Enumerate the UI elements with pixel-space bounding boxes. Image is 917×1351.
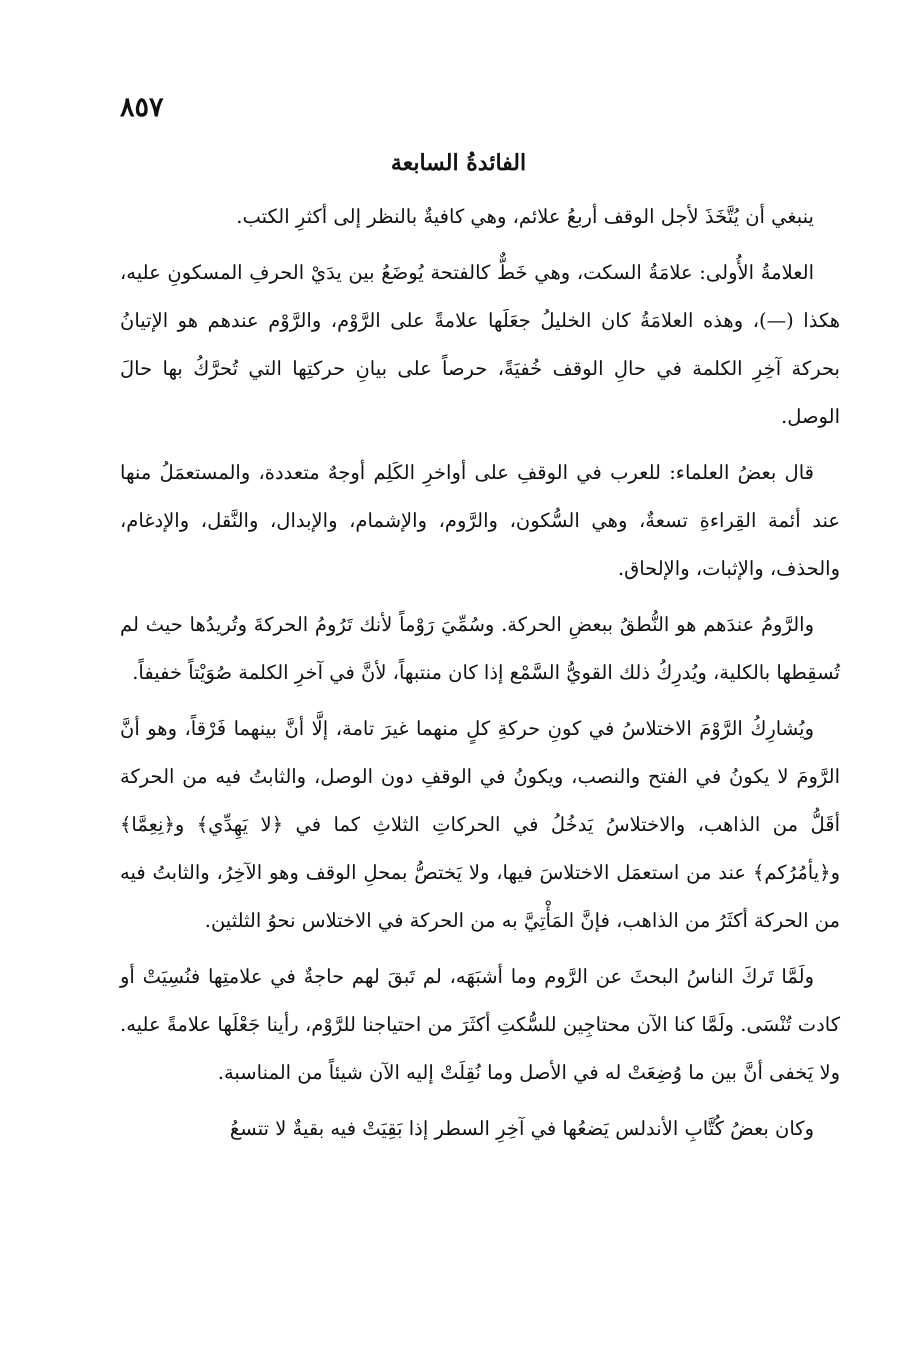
paragraph: والرَّومُ عندَهم هو النُّطقُ ببعضِ الحركة. وسُمِّيَ رَوْماً لأنك تَرُومُ الحركةَ وتُريدُها حيث لم تُسقِطها بالكلية، ويُدرِكُ ذلك القويُّ السَّمْع إذا كان منتبهاً، لأنَّ في آخرِ الكلمة صُوَيْتاً خفيفاً. bbox=[120, 613, 840, 684]
section-heading: الفائدةُ السابعة bbox=[390, 150, 527, 176]
page-number: ٨٥٧ bbox=[120, 92, 164, 123]
paragraph: وكان بعضُ كُتَّابِ الأندلس يَضعُها في آخِرِ السطر إذا بَقِيَتْ فيه بقيةٌ لا تتسعُ bbox=[229, 1117, 814, 1140]
body-text bbox=[120, 193, 840, 1161]
paragraph: ويُشارِكُ الرَّوْمَ الاختلاسُ في كونِ حركةِ كلٍ منهما غيرَ تامة، إلَّا أنَّ بينهما فَرْقاً، وهو أنَّ الرَّومَ لا يكونُ في الفتح والنصب، ويكونُ في الوقفِ دون الوصل، والثابتُ فيه من الحركة أقَلُّ من الذاهب، والاختلاسُ يَدخُلُ في الحركاتِ الثلاثِ كما في ﴿لا يَهِدِّي﴾ و﴿نِعِمَّا﴾ و﴿يأمُرُكم﴾ عند من استعمَل الاختلاسَ فيها، ولا يَختصُّ بمحلِ الوقف وهو الآخِرُ، والثابتُ فيه من الحركة أكثَرُ من الذاهب، فإنَّ المَأْتِيَّ به من الحركة في الاختلاس نحوُ الثلثين. bbox=[120, 717, 840, 932]
paragraph: قال بعضُ العلماء: للعرب في الوقفِ على أواخرِ الكَلِم أوجهٌ متعددة، والمستعمَلُ منها عند أئمة القِراءةِ تسعةٌ، وهي السُّكون، والرَّوم، والإشمام، والإبدال، والنَّقل، والإدغام، والحذف، والإثبات، والإلحاق. bbox=[120, 461, 840, 580]
paragraph: ولَمَّا تَركَ الناسُ البحثَ عن الرَّوم وما أشبَهَه، لم تَبقَ لهم حاجةٌ في علامتِها فنُسِيَتْ أو كادت تُنْسَى. ولَمَّا كنا الآن محتاجِين للسُّكتِ أكثَرَ من احتياجنا للرَّوْم، رأينا جَعْلَها علامةً عليه. ولا يَخفى أنَّ بين ما وُضِعَتْ له في الأصل وما نُقِلَتْ إليه الآن شيئاً من المناسبة. bbox=[120, 965, 840, 1084]
paragraph: ينبغي أن يُتَّخَذَ لأجل الوقف أربعُ علائم، وهي كافيةٌ بالنظر إلى أكثرِ الكتب. bbox=[236, 205, 814, 228]
paragraph: العلامةُ الأُولى: علامَةُ السكت، وهي خَطٌّ كالفتحة يُوضَعُ بين يدَيْ الحرفِ المسكونِ عليه، هكذا (—)، وهذه العلامَةُ كان الخليلُ جعَلَها علامةً على الرَّوْم، والرَّوْم عندهم هو الإتيانُ بحركة آخِرِ الكلمة في حالِ الوقف خُفيَةً، حرصاً على بيانِ حركتِها التي تُحرَّكُ بها حالَ الوصل. bbox=[120, 261, 840, 428]
